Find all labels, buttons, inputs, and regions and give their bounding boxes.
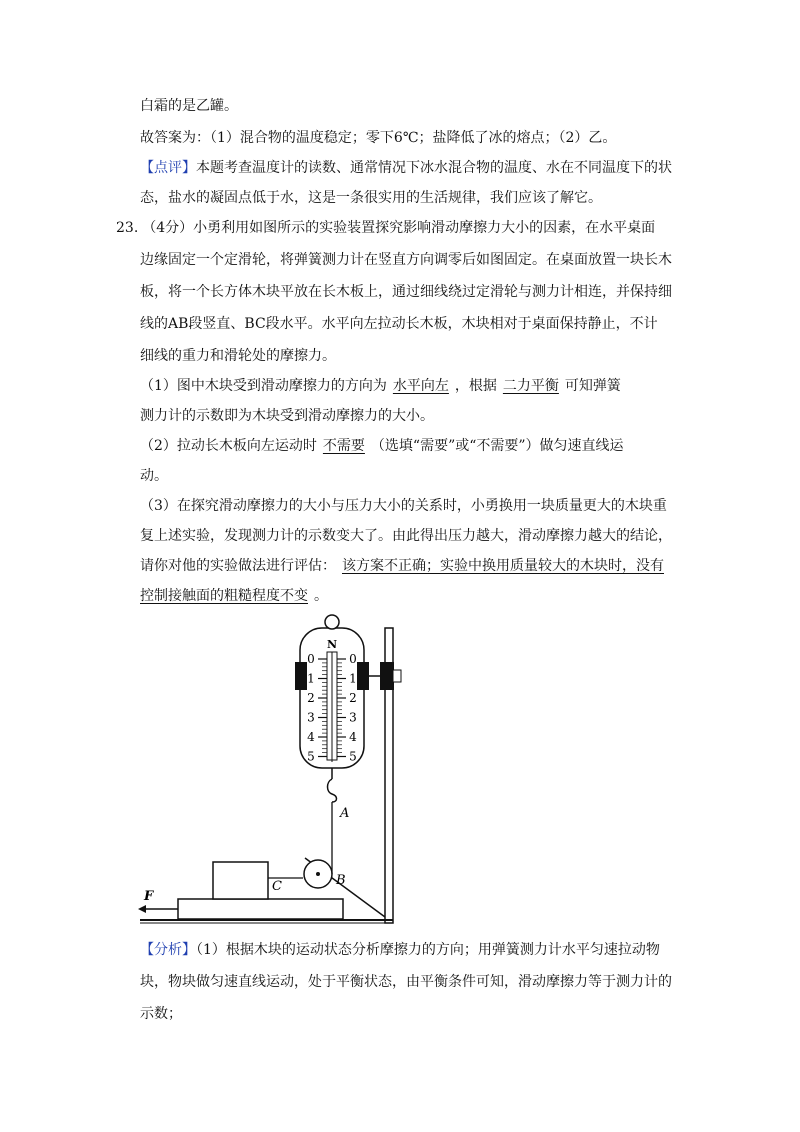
- q23-stem-line-2: 边缘固定一个定滑轮，将弹簧测力计在竖直方向调零后如图固定。在桌面放置一块长木: [140, 252, 672, 268]
- long-board: [178, 899, 343, 919]
- prev-comment-line-2: 态，盐水的凝固点低于水，这是一条很实用的生活规律，我们应该了解它。: [140, 190, 602, 206]
- q23-part3-line-1: （3）在探究滑动摩擦力的大小与压力大小的关系时，小勇换用一块质量更大的木块重: [140, 498, 667, 514]
- analysis-line-3: 示数；: [140, 1006, 182, 1022]
- answer-blank-evaluation-2: 控制接触面的粗糙程度不变: [140, 588, 308, 604]
- q23-stem-line-4: 线的AB段竖直、BC段水平。水平向左拉动长木板，木块相对于桌面保持静止，不计: [140, 316, 658, 332]
- answer-blank-principle: 二力平衡: [502, 378, 559, 394]
- scale-label-left: 2: [307, 691, 315, 705]
- part3-text-a: 请你对他的实验做法进行评估：: [140, 558, 336, 574]
- scale-label-right: 2: [349, 691, 357, 705]
- scale-label-right: 3: [349, 710, 357, 725]
- q23-part3-line-4: [140, 586, 328, 606]
- q23-part3-line-3: [140, 556, 670, 576]
- scale-label-left: 1: [307, 671, 315, 686]
- prev-comment-line-1: [140, 158, 672, 178]
- pulley-axle: [316, 872, 320, 876]
- q23-part1-line-2: 测力计的示数即为木块受到滑动摩擦力的大小。: [140, 408, 434, 424]
- q23-stem-line-5: 细线的重力和滑轮处的摩擦力。: [140, 348, 336, 364]
- comment-text-1: 本题考查温度计的读数、通常情况下冰水混合物的温度、水在不同温度下的状: [196, 160, 672, 176]
- scale-label-right: 5: [349, 749, 357, 764]
- force-arrowhead: [138, 905, 146, 913]
- label-c: C: [272, 879, 282, 894]
- scale-ring: [325, 615, 339, 629]
- part1-text-b: ，根据: [454, 378, 497, 394]
- answer-blank-uniform: 不需要: [322, 438, 365, 454]
- part1-text-c: 可知弹簧: [564, 378, 621, 394]
- wooden-block: [213, 862, 268, 899]
- q23-stem-line-3: 板，将一个长方体木块平放在长木板上，通过细线绕过定滑轮与测力计相连，并保持细: [140, 284, 672, 300]
- label-f: F: [144, 889, 154, 904]
- q23-part2-line-2: 动。: [140, 468, 168, 484]
- question-number: 23.: [116, 220, 139, 236]
- prev-final-answer: 故答案为：（1）混合物的温度稳定；零下6℃；盐降低了冰的熔点；（2）乙。: [140, 130, 617, 146]
- part1-text-a: （1）图中木块受到滑动摩擦力的方向为: [140, 378, 387, 394]
- scale-label-right: 4: [349, 730, 357, 744]
- comment-tag: 【点评】: [140, 160, 196, 176]
- q23-stem-line-1: [116, 218, 655, 238]
- scale-label-left: 3: [307, 710, 315, 725]
- experiment-figure: [130, 612, 410, 932]
- hook: [328, 779, 337, 802]
- stand-screw: [393, 670, 401, 682]
- scale-label-left: 5: [307, 749, 315, 764]
- stem-text-1: （4分）小勇利用如图所示的实验装置探究影响滑动摩擦力大小的因素，在水平桌面: [142, 220, 656, 236]
- q23-part3-line-2: 复上述实验，发现测力计的示数变大了。由此得出压力越大，滑动摩擦力越大的结论，: [140, 528, 672, 544]
- clamp-right: [357, 662, 369, 690]
- label-a: A: [340, 806, 350, 821]
- analysis-tag: 【分析】: [140, 942, 196, 958]
- analysis-line-2: 块，物块做匀速直线运动，处于平衡状态，由平衡条件可知，滑动摩擦力等于测力计的: [140, 974, 672, 990]
- scale-unit-label: N: [326, 638, 338, 651]
- answer-blank-evaluation-1: 该方案不正确；实验中换用质量较大的木块时，没有: [342, 558, 664, 574]
- analysis-text-1: （1）根据木块的运动状态分析摩擦力的方向；用弹簧测力计水平匀速拉动物: [196, 942, 660, 958]
- analysis-line-1: [140, 940, 660, 960]
- part2-text-b: （选填“需要”或“不需要”）做匀速直线运: [370, 438, 624, 454]
- q23-part2-line-1: [140, 436, 624, 456]
- prev-answer-line: 白霜的是乙罐。: [140, 98, 238, 114]
- stand-clamp: [380, 662, 394, 690]
- q23-part1-line-1: [140, 376, 621, 396]
- label-b: B: [336, 873, 346, 888]
- clamp-left: [295, 662, 307, 690]
- scale-label-left: 0: [307, 652, 315, 666]
- scale-label-left: 4: [307, 730, 315, 744]
- part2-text-a: （2）拉动长木板向左运动时: [140, 438, 317, 454]
- scale-label-right: 1: [349, 671, 357, 686]
- scale-label-right: 0: [349, 652, 357, 666]
- answer-blank-direction: 水平向左: [392, 378, 449, 394]
- part3-end: 。: [314, 588, 328, 604]
